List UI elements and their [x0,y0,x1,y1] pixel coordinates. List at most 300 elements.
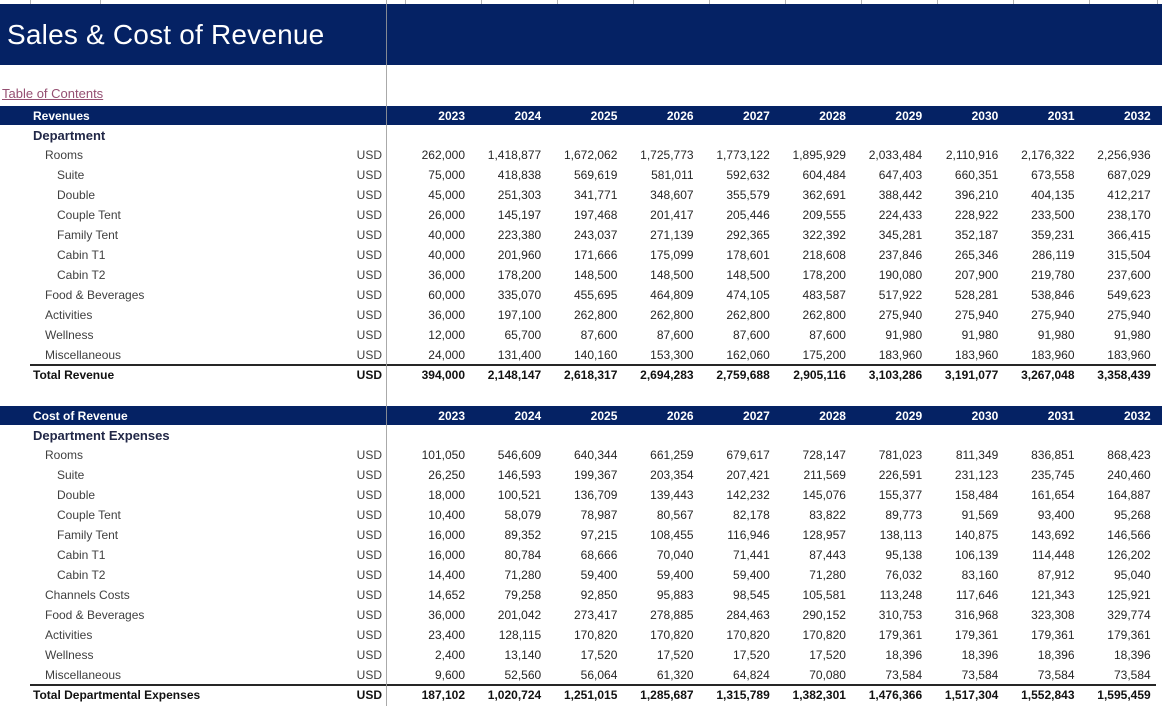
value-cell[interactable]: 108,455 [650,528,694,542]
value-cell[interactable]: 1,672,062 [563,148,618,162]
total-value-cell[interactable]: 1,315,789 [716,688,770,702]
value-cell[interactable]: 58,079 [504,508,542,522]
value-cell[interactable]: 647,403 [878,168,923,182]
value-cell[interactable]: 1,895,929 [792,148,846,162]
value-cell[interactable]: 278,885 [650,608,694,622]
value-cell[interactable]: 68,666 [580,548,618,562]
value-cell[interactable]: 13,140 [504,648,542,662]
value-cell[interactable]: 73,584 [1113,668,1151,682]
unit-cell[interactable]: USD [356,508,382,522]
value-cell[interactable]: 83,160 [961,568,999,582]
total-value-cell[interactable]: 3,191,077 [944,368,999,382]
value-cell[interactable]: 474,105 [726,288,770,302]
value-cell[interactable]: 14,400 [428,568,465,582]
value-cell[interactable]: 40,000 [428,228,465,242]
value-cell[interactable]: 868,423 [1107,448,1151,462]
value-cell[interactable]: 143,692 [1031,528,1075,542]
value-cell[interactable]: 10,400 [428,508,465,522]
value-cell[interactable]: 197,100 [497,308,542,322]
value-cell[interactable]: 116,946 [727,528,770,542]
value-cell[interactable]: 125,921 [1107,588,1151,602]
total-value-cell[interactable]: 2,148,147 [487,368,542,382]
value-cell[interactable]: 660,351 [954,168,999,182]
value-cell[interactable]: 91,569 [961,508,999,522]
value-cell[interactable]: 275,940 [1107,308,1151,322]
value-cell[interactable]: 155,377 [878,488,923,502]
value-cell[interactable]: 164,887 [1107,488,1151,502]
value-cell[interactable]: 16,000 [428,548,465,562]
value-cell[interactable]: 262,800 [573,308,618,322]
value-cell[interactable]: 89,352 [504,528,542,542]
value-cell[interactable]: 190,080 [878,268,923,282]
value-cell[interactable]: 105,581 [802,588,846,602]
value-cell[interactable]: 45,000 [428,188,465,202]
value-cell[interactable]: 183,960 [1031,348,1075,362]
value-cell[interactable]: 78,987 [580,508,618,522]
value-cell[interactable]: 538,846 [1031,288,1075,302]
value-cell[interactable]: 178,601 [726,248,770,262]
value-cell[interactable]: 262,800 [650,308,694,322]
value-cell[interactable]: 82,178 [733,508,770,522]
value-cell[interactable]: 59,400 [580,568,618,582]
value-cell[interactable]: 161,654 [1031,488,1075,502]
value-cell[interactable]: 71,280 [504,568,542,582]
value-cell[interactable]: 404,135 [1031,188,1075,202]
row-label-cell[interactable]: Rooms [45,448,84,462]
value-cell[interactable]: 412,217 [1107,188,1151,202]
value-cell[interactable]: 79,258 [504,588,542,602]
value-cell[interactable]: 262,000 [421,148,465,162]
value-cell[interactable]: 91,980 [961,328,999,342]
value-cell[interactable]: 171,666 [573,248,618,262]
row-label-cell[interactable]: Cabin T2 [57,268,106,282]
value-cell[interactable]: 219,780 [1031,268,1075,282]
value-cell[interactable]: 836,851 [1031,448,1075,462]
year-header-cell[interactable]: 2032 [1123,408,1151,423]
total-value-cell[interactable]: 1,251,015 [563,688,618,702]
value-cell[interactable]: 18,396 [961,648,999,662]
value-cell[interactable]: 271,139 [650,228,694,242]
value-cell[interactable]: 2,176,322 [1021,148,1075,162]
value-cell[interactable]: 315,504 [1107,248,1151,262]
total-value-cell[interactable]: 1,517,304 [944,688,999,702]
total-label-cell[interactable]: Total Departmental Expenses [33,688,201,702]
value-cell[interactable]: 455,695 [573,288,618,302]
value-cell[interactable]: 179,361 [1107,628,1151,642]
row-label-cell[interactable]: Cabin T1 [57,248,106,262]
value-cell[interactable]: 251,303 [497,188,542,202]
unit-cell[interactable]: USD [356,328,382,342]
value-cell[interactable]: 24,000 [428,348,465,362]
value-cell[interactable]: 201,042 [497,608,542,622]
value-cell[interactable]: 275,940 [878,308,923,322]
row-label-cell[interactable]: Food & Beverages [45,288,145,302]
value-cell[interactable]: 26,250 [428,468,465,482]
unit-cell[interactable]: USD [356,568,382,582]
value-cell[interactable]: 170,820 [802,628,846,642]
year-header-cell[interactable]: 2027 [743,408,770,423]
value-cell[interactable]: 418,838 [497,168,542,182]
value-cell[interactable]: 203,354 [650,468,694,482]
value-cell[interactable]: 71,441 [733,548,770,562]
value-cell[interactable]: 396,210 [954,188,999,202]
row-label-cell[interactable]: Wellness [45,328,94,342]
value-cell[interactable]: 2,400 [434,648,465,662]
value-cell[interactable]: 36,000 [428,308,465,322]
value-cell[interactable]: 148,500 [650,268,694,282]
total-value-cell[interactable]: 3,267,048 [1021,368,1075,382]
value-cell[interactable]: 197,468 [573,208,618,222]
value-cell[interactable]: 87,600 [580,328,618,342]
value-cell[interactable]: 366,415 [1107,228,1151,242]
total-value-cell[interactable]: 1,595,459 [1097,688,1151,702]
unit-cell[interactable]: USD [356,268,382,282]
value-cell[interactable]: 679,617 [726,448,770,462]
value-cell[interactable]: 59,400 [656,568,694,582]
value-cell[interactable]: 359,231 [1031,228,1075,242]
value-cell[interactable]: 83,822 [809,508,846,522]
value-cell[interactable]: 91,980 [1037,328,1075,342]
value-cell[interactable]: 131,400 [497,348,542,362]
value-cell[interactable]: 237,600 [1107,268,1151,282]
value-cell[interactable]: 179,361 [954,628,999,642]
unit-cell[interactable]: USD [356,188,382,202]
value-cell[interactable]: 517,922 [878,288,923,302]
value-cell[interactable]: 70,040 [656,548,694,562]
value-cell[interactable]: 70,080 [809,668,846,682]
value-cell[interactable]: 483,587 [802,288,846,302]
value-cell[interactable]: 183,960 [954,348,999,362]
value-cell[interactable]: 275,940 [1031,308,1075,322]
value-cell[interactable]: 140,160 [573,348,618,362]
value-cell[interactable]: 153,300 [650,348,694,362]
year-header-cell[interactable]: 2024 [514,408,542,423]
value-cell[interactable]: 728,147 [802,448,846,462]
value-cell[interactable]: 228,922 [954,208,999,222]
value-cell[interactable]: 661,259 [650,448,694,462]
section-title-cell[interactable]: Cost of Revenue [33,408,128,423]
value-cell[interactable]: 238,170 [1107,208,1151,222]
value-cell[interactable]: 290,152 [802,608,846,622]
value-cell[interactable]: 73,584 [885,668,923,682]
year-header-cell[interactable]: 2030 [971,108,999,123]
row-label-cell[interactable]: Cabin T1 [57,548,106,562]
value-cell[interactable]: 65,700 [504,328,542,342]
value-cell[interactable]: 113,248 [879,588,923,602]
value-cell[interactable]: 18,396 [1037,648,1075,662]
total-value-cell[interactable]: 3,358,439 [1097,368,1151,382]
value-cell[interactable]: 170,820 [650,628,694,642]
value-cell[interactable]: 145,197 [497,208,542,222]
value-cell[interactable]: 322,392 [802,228,846,242]
value-cell[interactable]: 218,608 [802,248,846,262]
unit-cell[interactable]: USD [356,548,382,562]
value-cell[interactable]: 273,417 [573,608,618,622]
value-cell[interactable]: 91,980 [1113,328,1151,342]
table-of-contents-link[interactable]: Table of Contents [2,86,104,101]
total-value-cell[interactable]: 1,382,301 [792,688,846,702]
value-cell[interactable]: 40,000 [428,248,465,262]
value-cell[interactable]: 128,115 [498,628,542,642]
value-cell[interactable]: 243,037 [573,228,618,242]
value-cell[interactable]: 87,912 [1037,568,1075,582]
value-cell[interactable]: 126,202 [1107,548,1151,562]
value-cell[interactable]: 146,593 [497,468,542,482]
value-cell[interactable]: 355,579 [726,188,770,202]
value-cell[interactable]: 136,709 [573,488,618,502]
value-cell[interactable]: 93,400 [1037,508,1075,522]
unit-cell[interactable]: USD [356,148,382,162]
value-cell[interactable]: 275,940 [954,308,999,322]
value-cell[interactable]: 237,846 [878,248,923,262]
value-cell[interactable]: 121,343 [1031,588,1075,602]
value-cell[interactable]: 73,584 [961,668,999,682]
row-label-cell[interactable]: Double [57,188,96,202]
year-header-cell[interactable]: 2032 [1123,108,1151,123]
unit-cell[interactable]: USD [356,308,382,322]
group-title-cell[interactable]: Department [33,127,106,143]
unit-cell[interactable]: USD [356,668,382,682]
value-cell[interactable]: 17,520 [733,648,770,662]
value-cell[interactable]: 114,448 [1032,548,1075,562]
row-label-cell[interactable]: Channels Costs [45,588,130,602]
year-header-cell[interactable]: 2024 [514,108,542,123]
value-cell[interactable]: 211,569 [803,468,846,482]
value-cell[interactable]: 175,099 [650,248,694,262]
value-cell[interactable]: 592,632 [726,168,770,182]
value-cell[interactable]: 17,520 [809,648,846,662]
value-cell[interactable]: 91,980 [885,328,923,342]
value-cell[interactable]: 26,000 [428,208,465,222]
year-header-cell[interactable]: 2026 [666,408,694,423]
total-value-cell[interactable]: 2,905,116 [793,368,846,382]
unit-cell[interactable]: USD [356,628,382,642]
value-cell[interactable]: 36,000 [428,608,465,622]
value-cell[interactable]: 205,446 [726,208,770,222]
value-cell[interactable]: 60,000 [428,288,465,302]
value-cell[interactable]: 95,268 [1113,508,1151,522]
value-cell[interactable]: 16,000 [428,528,465,542]
value-cell[interactable]: 335,070 [497,288,542,302]
value-cell[interactable]: 207,421 [726,468,770,482]
unit-cell[interactable]: USD [356,608,382,622]
year-header-cell[interactable]: 2025 [590,408,618,423]
total-value-cell[interactable]: 2,618,317 [563,368,618,382]
unit-cell[interactable]: USD [356,648,382,662]
unit-cell[interactable]: USD [356,688,382,702]
year-header-cell[interactable]: 2023 [438,108,465,123]
value-cell[interactable]: 170,820 [573,628,618,642]
row-label-cell[interactable]: Cabin T2 [57,568,106,582]
value-cell[interactable]: 89,773 [885,508,923,522]
year-header-cell[interactable]: 2030 [971,408,999,423]
value-cell[interactable]: 179,361 [1031,628,1075,642]
value-cell[interactable]: 140,875 [954,528,999,542]
section-title-cell[interactable]: Revenues [33,108,90,123]
value-cell[interactable]: 76,032 [885,568,923,582]
value-cell[interactable]: 310,753 [878,608,923,622]
value-cell[interactable]: 138,113 [879,528,923,542]
value-cell[interactable]: 80,567 [656,508,694,522]
row-label-cell[interactable]: Suite [57,468,85,482]
value-cell[interactable]: 1,773,122 [716,148,770,162]
value-cell[interactable]: 2,033,484 [868,148,923,162]
unit-cell[interactable]: USD [356,528,382,542]
value-cell[interactable]: 226,591 [878,468,923,482]
total-value-cell[interactable]: 1,285,687 [640,688,694,702]
value-cell[interactable]: 209,555 [802,208,846,222]
value-cell[interactable]: 87,600 [733,328,770,342]
group-title-cell[interactable]: Department Expenses [33,427,170,443]
value-cell[interactable]: 316,968 [954,608,999,622]
row-label-cell[interactable]: Couple Tent [57,508,121,522]
row-label-cell[interactable]: Miscellaneous [45,348,122,362]
value-cell[interactable]: 14,652 [428,588,465,602]
value-cell[interactable]: 92,850 [580,588,618,602]
row-label-cell[interactable]: Family Tent [57,228,119,242]
value-cell[interactable]: 292,365 [726,228,770,242]
value-cell[interactable]: 199,367 [573,468,618,482]
value-cell[interactable]: 56,064 [580,668,618,682]
value-cell[interactable]: 142,232 [726,488,770,502]
value-cell[interactable]: 36,000 [428,268,465,282]
value-cell[interactable]: 262,800 [726,308,770,322]
value-cell[interactable]: 569,619 [573,168,618,182]
value-cell[interactable]: 231,123 [954,468,999,482]
row-label-cell[interactable]: Family Tent [57,528,119,542]
row-label-cell[interactable]: Wellness [45,648,94,662]
value-cell[interactable]: 17,520 [580,648,618,662]
value-cell[interactable]: 2,110,916 [945,148,999,162]
unit-cell[interactable]: USD [356,368,382,382]
unit-cell[interactable]: USD [356,208,382,222]
value-cell[interactable]: 18,396 [1113,648,1151,662]
value-cell[interactable]: 101,050 [421,448,465,462]
value-cell[interactable]: 362,691 [802,188,846,202]
value-cell[interactable]: 673,558 [1031,168,1075,182]
row-label-cell[interactable]: Couple Tent [57,208,121,222]
value-cell[interactable]: 640,344 [573,448,618,462]
value-cell[interactable]: 9,600 [434,668,465,682]
value-cell[interactable]: 145,076 [802,488,846,502]
year-header-cell[interactable]: 2031 [1047,408,1075,423]
value-cell[interactable]: 73,584 [1037,668,1075,682]
year-header-cell[interactable]: 2028 [819,408,846,423]
total-value-cell[interactable]: 187,102 [421,688,465,702]
value-cell[interactable]: 546,609 [497,448,542,462]
value-cell[interactable]: 201,417 [650,208,694,222]
year-header-cell[interactable]: 2028 [819,108,846,123]
value-cell[interactable]: 59,400 [733,568,770,582]
value-cell[interactable]: 528,281 [954,288,999,302]
unit-cell[interactable]: USD [356,168,382,182]
value-cell[interactable]: 323,308 [1031,608,1075,622]
value-cell[interactable]: 87,443 [809,548,846,562]
value-cell[interactable]: 233,500 [1031,208,1075,222]
year-header-cell[interactable]: 2025 [590,108,618,123]
year-header-cell[interactable]: 2029 [895,108,923,123]
value-cell[interactable]: 341,771 [573,188,618,202]
value-cell[interactable]: 139,443 [650,488,694,502]
year-header-cell[interactable]: 2029 [895,408,923,423]
value-cell[interactable]: 262,800 [802,308,846,322]
row-label-cell[interactable]: Rooms [45,148,84,162]
unit-cell[interactable]: USD [356,468,382,482]
value-cell[interactable]: 811,349 [955,448,999,462]
total-value-cell[interactable]: 2,759,688 [716,368,770,382]
value-cell[interactable]: 100,521 [497,488,542,502]
value-cell[interactable]: 201,960 [497,248,542,262]
value-cell[interactable]: 18,000 [428,488,465,502]
value-cell[interactable]: 17,520 [656,648,694,662]
value-cell[interactable]: 95,040 [1113,568,1151,582]
value-cell[interactable]: 2,256,936 [1097,148,1151,162]
value-cell[interactable]: 23,400 [428,628,465,642]
value-cell[interactable]: 207,900 [954,268,999,282]
value-cell[interactable]: 345,281 [878,228,923,242]
year-header-cell[interactable]: 2031 [1047,108,1075,123]
unit-cell[interactable]: USD [356,248,382,262]
row-label-cell[interactable]: Activities [45,308,93,322]
unit-cell[interactable]: USD [356,288,382,302]
value-cell[interactable]: 1,418,877 [487,148,542,162]
total-value-cell[interactable]: 1,476,366 [868,688,923,702]
value-cell[interactable]: 284,463 [726,608,770,622]
value-cell[interactable]: 117,646 [955,588,999,602]
value-cell[interactable]: 148,500 [726,268,770,282]
value-cell[interactable]: 175,200 [802,348,846,362]
unit-cell[interactable]: USD [356,228,382,242]
value-cell[interactable]: 178,200 [497,268,542,282]
unit-cell[interactable]: USD [356,348,382,362]
value-cell[interactable]: 162,060 [726,348,770,362]
year-header-cell[interactable]: 2027 [743,108,770,123]
value-cell[interactable]: 549,623 [1107,288,1151,302]
unit-cell[interactable]: USD [356,588,382,602]
value-cell[interactable]: 329,774 [1107,608,1151,622]
total-value-cell[interactable]: 1,020,724 [487,688,542,702]
value-cell[interactable]: 71,280 [809,568,846,582]
row-label-cell[interactable]: Double [57,488,96,502]
total-value-cell[interactable]: 3,103,286 [868,368,923,382]
value-cell[interactable]: 98,545 [733,588,770,602]
value-cell[interactable]: 75,000 [428,168,465,182]
value-cell[interactable]: 106,139 [954,548,999,562]
value-cell[interactable]: 581,011 [651,168,694,182]
value-cell[interactable]: 286,119 [1032,248,1075,262]
row-label-cell[interactable]: Suite [57,168,85,182]
total-label-cell[interactable]: Total Revenue [33,368,115,382]
value-cell[interactable]: 148,500 [573,268,618,282]
total-value-cell[interactable]: 2,694,283 [640,368,694,382]
value-cell[interactable]: 183,960 [878,348,923,362]
value-cell[interactable]: 80,784 [504,548,542,562]
value-cell[interactable]: 170,820 [726,628,770,642]
value-cell[interactable]: 265,346 [954,248,999,262]
value-cell[interactable]: 12,000 [428,328,465,342]
value-cell[interactable]: 352,187 [954,228,999,242]
total-value-cell[interactable]: 1,552,843 [1021,688,1075,702]
value-cell[interactable]: 146,566 [1107,528,1151,542]
value-cell[interactable]: 348,607 [650,188,694,202]
value-cell[interactable]: 95,883 [656,588,694,602]
value-cell[interactable]: 87,600 [809,328,846,342]
value-cell[interactable]: 235,745 [1031,468,1075,482]
value-cell[interactable]: 97,215 [580,528,618,542]
row-label-cell[interactable]: Food & Beverages [45,608,145,622]
row-label-cell[interactable]: Miscellaneous [45,668,122,682]
value-cell[interactable]: 128,957 [802,528,846,542]
